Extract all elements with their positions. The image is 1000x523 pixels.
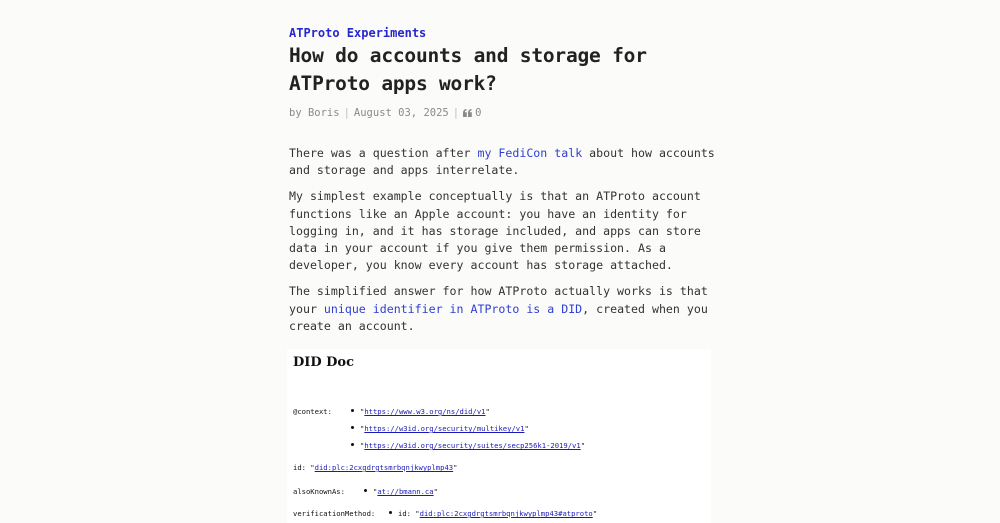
fedicon-talk-link[interactable]: my FediCon talk [477, 146, 583, 160]
post-title: How do accounts and storage for ATProto apps work? [289, 44, 647, 95]
quote-icon [463, 109, 472, 117]
category-link[interactable]: ATProto Experiments [289, 26, 427, 40]
aka-item: "at://bmann.ca" [364, 487, 438, 496]
paragraph-1: There was a question after my FediCon talk about how accounts and storage and apps interrelate. [289, 146, 715, 178]
did-identifier-link[interactable]: unique identifier in ATProto is a DID [323, 301, 583, 316]
aka-key: alsoKnownAs: [293, 487, 345, 496]
id-row: id: "did:plc:2cxgdrgtsmrbqnjkwyplmp43" [293, 463, 458, 472]
paragraph-3: The simplified answer for how ATProto actually works is that your unique identifier in ATProto is a DID, created when you create an account. [289, 284, 708, 333]
comments-link[interactable] [463, 107, 481, 119]
context-item: "https://w3id.org/security/suites/secp256k1-2019/v1" [351, 441, 585, 450]
context-item: "https://www.w3.org/ns/did/v1" [351, 407, 490, 416]
post-body [289, 145, 721, 344]
comment-count: 0 [475, 107, 482, 119]
context-link[interactable]: https://www.w3.org/ns/did/v1 [364, 407, 486, 416]
context-item: "https://w3id.org/security/multikey/v1" [351, 424, 529, 433]
paragraph-2: My simplest example conceptually is that an ATProto account functions like an Apple account: you have an identity for logging in, and it has storage included, and apps can store data in your account if you give them permission. As a developer, you know every account has storage attached. [289, 189, 701, 273]
context-link[interactable]: https://w3id.org/security/multikey/v1 [364, 424, 525, 433]
meta-divider: | [343, 107, 350, 119]
author: by Boris [289, 107, 340, 119]
vm-item: id: "did:plc:2cxgdrgtsmrbqnjkwyplmp43#atproto" [389, 509, 597, 518]
figure-title: DID Doc [293, 355, 355, 370]
vm-key: verificationMethod: [293, 509, 376, 518]
context-link[interactable]: https://w3id.org/security/suites/secp256k1-2019/v1 [364, 441, 581, 450]
meta-divider: | [452, 107, 460, 119]
post-meta [289, 107, 481, 119]
did-doc-image [287, 349, 711, 523]
aka-link[interactable]: at://bmann.ca [377, 487, 434, 496]
vm-id-link[interactable]: did:plc:2cxgdrgtsmrbqnjkwyplmp43#atproto [419, 509, 593, 518]
context-key: @context: [293, 407, 332, 416]
id-link[interactable]: did:plc:2cxgdrgtsmrbqnjkwyplmp43 [314, 463, 454, 472]
post-date: August 03, 2025 [353, 107, 449, 119]
